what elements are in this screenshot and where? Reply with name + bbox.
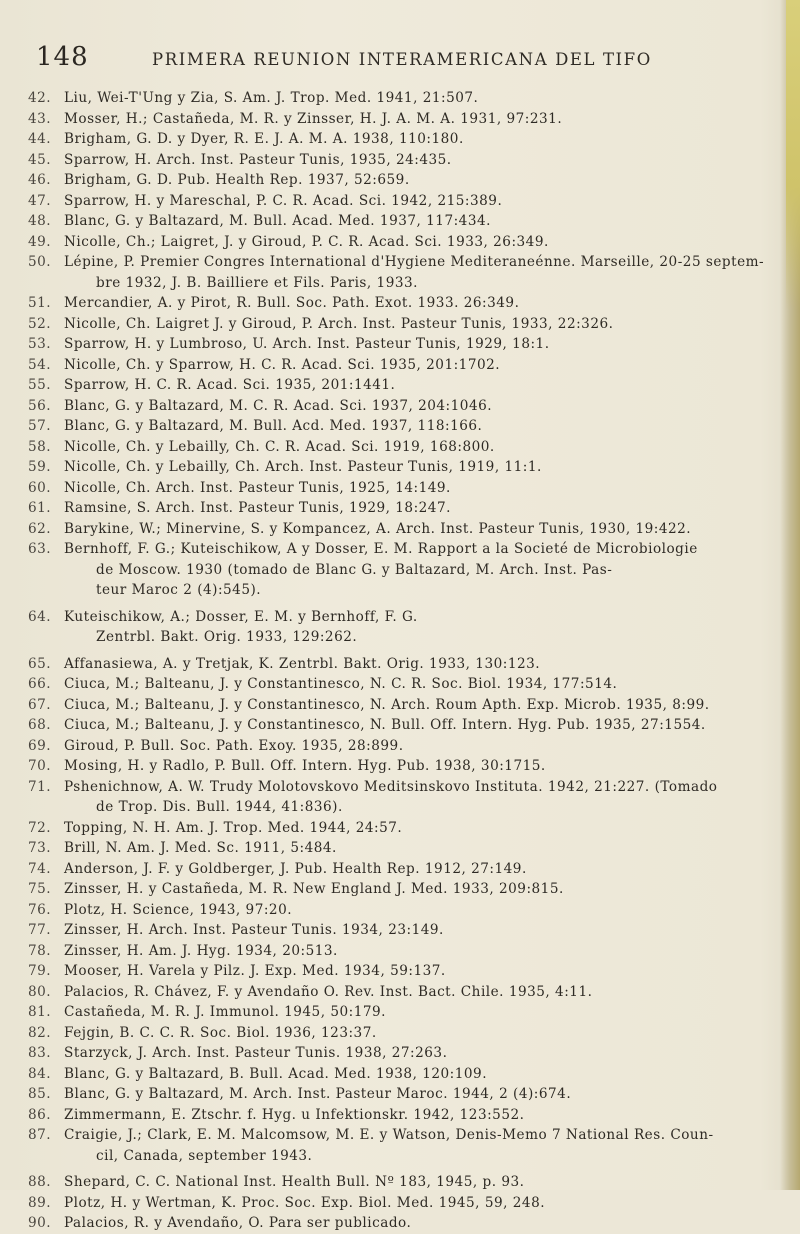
reference-item xyxy=(28,695,780,716)
reference-continuation-line: de Trop. Dis. Bull. 1944, 41:836). xyxy=(96,799,343,815)
reference-item xyxy=(28,818,780,839)
reference-text xyxy=(64,1043,780,1064)
reference-line: Nicolle, Ch. Laigret J. y Giroud, P. Arch. Inst. Pasteur Tunis, 1933, 22:326. xyxy=(64,315,614,332)
reference-text xyxy=(64,1193,780,1214)
reference-item xyxy=(28,1213,780,1234)
reference-line: Nicolle, Ch. Arch. Inst. Pasteur Tunis, 1925, 14:149. xyxy=(64,479,451,496)
reference-number: 86. xyxy=(28,1106,52,1123)
reference-item xyxy=(28,982,780,1003)
reference-item xyxy=(28,519,780,540)
reference-text xyxy=(64,252,780,293)
reference-line: Ramsine, S. Arch. Inst. Pasteur Tunis, 1929, 18:247. xyxy=(64,500,451,516)
reference-text xyxy=(64,109,780,130)
reference-number: 62. xyxy=(28,520,52,537)
reference-number: 56. xyxy=(28,397,52,414)
reference-number: 66. xyxy=(28,676,52,692)
reference-item xyxy=(28,293,780,314)
reference-line: Mooser, H. Varela y Pilz. J. Exp. Med. 1934, 59:137. xyxy=(64,963,446,979)
reference-line: Craigie, J.; Clark, E. M. Malcomsow, M. E. y Watson, Denis-Memo 7 National Res. Coun- xyxy=(64,1127,714,1143)
reference-item xyxy=(28,375,780,396)
reference-text xyxy=(64,314,780,335)
reference-text xyxy=(64,1084,780,1105)
reference-text xyxy=(64,355,780,376)
reference-number: 47. xyxy=(28,192,52,209)
reference-number: 50. xyxy=(28,254,52,270)
reference-text xyxy=(64,879,780,900)
reference-item xyxy=(28,1125,780,1166)
reference-item xyxy=(28,211,780,232)
reference-item xyxy=(28,920,780,941)
reference-text xyxy=(64,170,780,191)
reference-line: Zinsser, H. Am. J. Hyg. 1934, 20:513. xyxy=(64,942,338,959)
reference-item xyxy=(28,1172,780,1193)
reference-text xyxy=(64,232,780,253)
reference-text xyxy=(64,961,780,982)
reference-text xyxy=(64,1064,780,1085)
reference-text xyxy=(64,416,780,437)
reference-text xyxy=(64,859,780,880)
reference-number: 76. xyxy=(28,901,52,918)
reference-line: Palacios, R. y Avendaño, O. Para ser publicado. xyxy=(64,1215,412,1231)
reference-text xyxy=(64,756,780,777)
reference-number: 71. xyxy=(28,778,52,795)
reference-item xyxy=(28,1064,780,1085)
reference-line: Liu, Wei-T'Ung y Zia, S. Am. J. Trop. Med. 1941, 21:507. xyxy=(64,90,479,106)
reference-text xyxy=(64,375,780,396)
reference-line: Shepard, C. C. National Inst. Health Bull. Nº 183, 1945, p. 93. xyxy=(64,1174,525,1190)
reference-number: 85. xyxy=(28,1086,52,1102)
reference-text xyxy=(64,1105,780,1126)
reference-number: 77. xyxy=(28,922,52,938)
reference-line: Castañeda, M. R. J. Immunol. 1945, 50:179. xyxy=(64,1004,386,1020)
reference-item xyxy=(28,355,780,376)
reference-text xyxy=(64,498,780,519)
reference-line: Ciuca, M.; Balteanu, J. y Constantinesco, N. C. R. Soc. Biol. 1934, 177:514. xyxy=(64,676,618,692)
reference-item xyxy=(28,416,780,437)
reference-line: Brigham, G. D. y Dyer, R. E. J. A. M. A. 1938, 110:180. xyxy=(64,131,464,147)
reference-line: Sparrow, H. Arch. Inst. Pasteur Tunis, 1935, 24:435. xyxy=(64,151,452,168)
reference-number: 84. xyxy=(28,1065,52,1082)
reference-item xyxy=(28,1084,780,1105)
reference-text xyxy=(64,607,780,648)
reference-number: 45. xyxy=(28,151,52,168)
reference-item xyxy=(28,88,780,109)
reference-item xyxy=(28,539,780,601)
reference-item xyxy=(28,941,780,962)
reference-number: 59. xyxy=(28,459,52,475)
reference-line: Blanc, G. y Baltazard, M. Arch. Inst. Pasteur Maroc. 1944, 2 (4):674. xyxy=(64,1086,572,1102)
reference-line: Zinsser, H. y Castañeda, M. R. New England J. Med. 1933, 209:815. xyxy=(64,881,564,897)
reference-text xyxy=(64,191,780,212)
reference-text xyxy=(64,654,780,675)
reference-line: Blanc, G. y Baltazard, M. Bull. Acad. Med. 1937, 117:434. xyxy=(64,213,491,229)
reference-number: 90. xyxy=(28,1215,52,1231)
reference-number: 57. xyxy=(28,418,52,434)
reference-item xyxy=(28,756,780,777)
reference-text xyxy=(64,1023,780,1044)
reference-line: Plotz, H. Science, 1943, 97:20. xyxy=(64,901,293,918)
reference-number: 52. xyxy=(28,315,52,332)
reference-item xyxy=(28,457,780,478)
reference-text xyxy=(64,293,780,314)
reference-text xyxy=(64,457,780,478)
reference-item xyxy=(28,150,780,171)
reference-text xyxy=(64,941,780,962)
reference-number: 72. xyxy=(28,819,52,836)
reference-line: Ciuca, M.; Balteanu, J. y Constantinesco, N. Bull. Off. Intern. Hyg. Pub. 1935, 27:1554. xyxy=(64,717,706,733)
reference-line: Kuteischikow, A.; Dosser, E. M. y Bernhoff, F. G. xyxy=(64,608,418,625)
reference-text xyxy=(64,150,780,171)
reference-line: Blanc, G. y Baltazard, M. Bull. Acd. Med. 1937, 118:166. xyxy=(64,418,483,434)
reference-item xyxy=(28,232,780,253)
reference-number: 64. xyxy=(28,608,52,625)
reference-number: 48. xyxy=(28,213,52,229)
reference-line: Mosing, H. y Radlo, P. Bull. Off. Intern. Hyg. Pub. 1938, 30:1715. xyxy=(64,758,546,774)
reference-line: Giroud, P. Bull. Soc. Path. Exoy. 1935, 28:899. xyxy=(64,737,404,754)
reference-text xyxy=(64,777,780,818)
reference-line: Palacios, R. Chávez, F. y Avendaño O. Rev. Inst. Bact. Chile. 1935, 4:11. xyxy=(64,983,593,1000)
reference-number: 60. xyxy=(28,479,52,496)
reference-line: Barykine, W.; Minervine, S. y Kompancez, A. Arch. Inst. Pasteur Tunis, 1930, 19:422. xyxy=(64,520,692,537)
reference-item xyxy=(28,900,780,921)
reference-item xyxy=(28,838,780,859)
reference-item xyxy=(28,334,780,355)
reference-line: Blanc, G. y Baltazard, B. Bull. Acad. Med. 1938, 120:109. xyxy=(64,1065,488,1082)
reference-line: Pshenichnow, A. W. Trudy Molotovskovo Meditsinskovo Instituta. 1942, 21:227. (Tomado xyxy=(64,778,718,795)
reference-line: Topping, N. H. Am. J. Trop. Med. 1944, 24:57. xyxy=(64,819,403,836)
reference-line: Fejgin, B. C. C. R. Soc. Biol. 1936, 123:37. xyxy=(64,1024,377,1041)
reference-item xyxy=(28,109,780,130)
reference-number: 87. xyxy=(28,1127,52,1143)
reference-item xyxy=(28,1023,780,1044)
reference-line: Nicolle, Ch.; Laigret, J. y Giroud, P. C. R. Acad. Sci. 1933, 26:349. xyxy=(64,233,549,250)
reference-number: 79. xyxy=(28,963,52,979)
reference-text xyxy=(64,920,780,941)
reference-text xyxy=(64,715,780,736)
reference-text xyxy=(64,1125,780,1166)
reference-number: 49. xyxy=(28,233,52,250)
reference-text xyxy=(64,396,780,417)
running-title: PRIMERA REUNION INTERAMERICANA DEL TIFO xyxy=(152,50,652,69)
reference-text xyxy=(64,818,780,839)
reference-line: Sparrow, H. C. R. Acad. Sci. 1935, 201:1441. xyxy=(64,377,396,393)
reference-item xyxy=(28,170,780,191)
reference-item xyxy=(28,674,780,695)
reference-number: 53. xyxy=(28,336,52,352)
reference-number: 42. xyxy=(28,90,52,106)
reference-number: 81. xyxy=(28,1004,52,1020)
reference-text xyxy=(64,736,780,757)
reference-text xyxy=(64,695,780,716)
reference-number: 78. xyxy=(28,942,52,959)
reference-line: Blanc, G. y Baltazard, M. C. R. Acad. Sci. 1937, 204:1046. xyxy=(64,397,493,414)
reference-text xyxy=(64,982,780,1003)
reference-line: Sparrow, H. y Lumbroso, U. Arch. Inst. Pasteur Tunis, 1929, 18:1. xyxy=(64,336,550,352)
reference-continuation-line: Zentrbl. Bakt. Orig. 1933, 129:262. xyxy=(96,629,358,645)
reference-number: 43. xyxy=(28,110,52,127)
reference-number: 70. xyxy=(28,758,52,774)
reference-item xyxy=(28,715,780,736)
reference-number: 61. xyxy=(28,500,52,516)
reference-text xyxy=(64,1002,780,1023)
reference-line: Plotz, H. y Wertman, K. Proc. Soc. Exp. Biol. Med. 1945, 59, 248. xyxy=(64,1194,546,1211)
reference-number: 46. xyxy=(28,172,52,188)
reference-line: Anderson, J. F. y Goldberger, J. Pub. Health Rep. 1912, 27:149. xyxy=(64,860,527,877)
reference-number: 75. xyxy=(28,881,52,897)
reference-text xyxy=(64,1213,780,1234)
reference-continuation-line: bre 1932, J. B. Bailliere et Fils. Paris, 1933. xyxy=(96,274,418,291)
reference-number: 67. xyxy=(28,696,52,713)
reference-line: Lépine, P. Premier Congres International d'Hygiene Mediteraneénne. Marseille, 20-25 septem- xyxy=(64,254,765,270)
reference-item xyxy=(28,1002,780,1023)
reference-line: Nicolle, Ch. y Lebailly, Ch. Arch. Inst. Pasteur Tunis, 1919, 11:1. xyxy=(64,459,542,475)
reference-number: 88. xyxy=(28,1174,52,1190)
reference-number: 82. xyxy=(28,1024,52,1041)
reference-item xyxy=(28,859,780,880)
reference-text xyxy=(64,1172,780,1193)
reference-item xyxy=(28,607,780,648)
reference-item xyxy=(28,961,780,982)
reference-text xyxy=(64,88,780,109)
reference-text xyxy=(64,129,780,150)
reference-continuation-line: cil, Canada, september 1943. xyxy=(96,1147,313,1164)
reference-text xyxy=(64,211,780,232)
reference-text xyxy=(64,900,780,921)
reference-text xyxy=(64,539,780,601)
reference-number: 51. xyxy=(28,295,52,311)
reference-item xyxy=(28,1105,780,1126)
reference-line: Affanasiewa, A. y Tretjak, K. Zentrbl. Bakt. Orig. 1933, 130:123. xyxy=(64,655,541,672)
reference-line: Ciuca, M.; Balteanu, J. y Constantinesco, N. Arch. Roum Apth. Exp. Microb. 1935, 8:99. xyxy=(64,696,710,713)
reference-list xyxy=(28,88,780,1234)
reference-item xyxy=(28,1193,780,1214)
reference-text xyxy=(64,437,780,458)
reference-line: Brill, N. Am. J. Med. Sc. 1911, 5:484. xyxy=(64,840,337,856)
reference-line: Sparrow, H. y Mareschal, P. C. R. Acad. Sci. 1942, 215:389. xyxy=(64,192,503,209)
reference-item xyxy=(28,129,780,150)
reference-number: 89. xyxy=(28,1194,52,1211)
reference-number: 80. xyxy=(28,983,52,1000)
reference-item xyxy=(28,498,780,519)
reference-number: 68. xyxy=(28,717,52,733)
reference-line: Nicolle, Ch. y Lebailly, Ch. C. R. Acad. Sci. 1919, 168:800. xyxy=(64,438,495,455)
reference-text xyxy=(64,838,780,859)
reference-line: Brigham, G. D. Pub. Health Rep. 1937, 52:659. xyxy=(64,172,410,188)
reference-continuation-line: de Moscow. 1930 (tomado de Blanc G. y Baltazard, M. Arch. Inst. Pas- xyxy=(96,561,613,578)
reference-text xyxy=(64,334,780,355)
reference-number: 58. xyxy=(28,438,52,455)
reference-item xyxy=(28,314,780,335)
reference-number: 54. xyxy=(28,356,52,373)
reference-line: Mercandier, A. y Pirot, R. Bull. Soc. Path. Exot. 1933. 26:349. xyxy=(64,295,520,311)
reference-number: 69. xyxy=(28,737,52,754)
page-header xyxy=(36,40,776,80)
reference-item xyxy=(28,191,780,212)
reference-text xyxy=(64,674,780,695)
reference-item xyxy=(28,437,780,458)
reference-text xyxy=(64,478,780,499)
reference-item xyxy=(28,777,780,818)
reference-line: Starzyck, J. Arch. Inst. Pasteur Tunis. 1938, 27:263. xyxy=(64,1045,448,1061)
reference-item xyxy=(28,1043,780,1064)
reference-line: Bernhoff, F. G.; Kuteischikow, A y Dosser, E. M. Rapport a la Societé de Microbiologie xyxy=(64,541,698,557)
reference-number: 65. xyxy=(28,655,52,672)
reference-number: 44. xyxy=(28,131,52,147)
reference-line: Mosser, H.; Castañeda, M. R. y Zinsser, H. J. A. M. A. 1931, 97:231. xyxy=(64,110,563,127)
reference-continuation-line: teur Maroc 2 (4):545). xyxy=(96,582,262,598)
reference-number: 73. xyxy=(28,840,52,856)
reference-item xyxy=(28,736,780,757)
reference-item xyxy=(28,252,780,293)
reference-text xyxy=(64,519,780,540)
reference-number: 83. xyxy=(28,1045,52,1061)
reference-item xyxy=(28,879,780,900)
reference-item xyxy=(28,478,780,499)
page-number: 148 xyxy=(36,42,89,72)
reference-number: 74. xyxy=(28,860,52,877)
reference-number: 55. xyxy=(28,377,52,393)
reference-line: Zinsser, H. Arch. Inst. Pasteur Tunis. 1934, 23:149. xyxy=(64,922,444,938)
reference-number: 63. xyxy=(28,541,52,557)
reference-item xyxy=(28,396,780,417)
reference-item xyxy=(28,654,780,675)
reference-line: Nicolle, Ch. y Sparrow, H. C. R. Acad. Sci. 1935, 201:1702. xyxy=(64,356,501,373)
reference-line: Zimmermann, E. Ztschr. f. Hyg. u Infektionskr. 1942, 123:552. xyxy=(64,1106,525,1123)
page-edge-stain xyxy=(786,0,800,310)
